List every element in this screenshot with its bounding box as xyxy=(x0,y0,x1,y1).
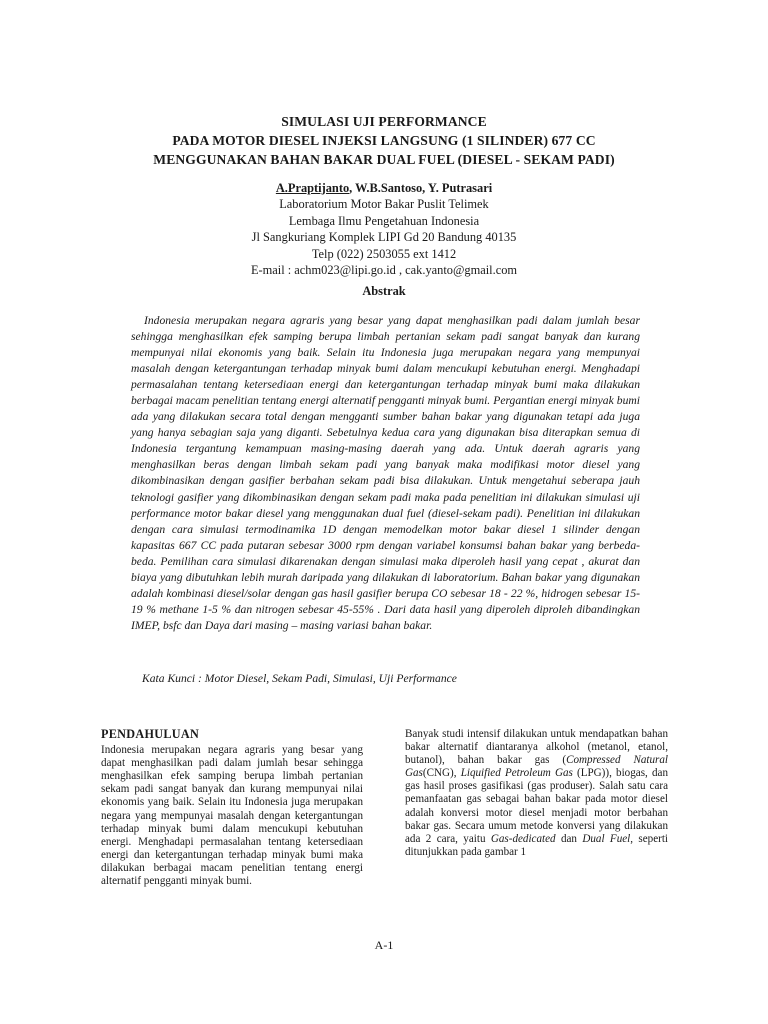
abstract-body: Indonesia merupakan negara agraris yang besar yang dapat menghasilkan padi dalam jumlah besar sehingga menghasilkan efek samping berupa limbah pertanian sekam padi sangat banyak dan kurang mempunyai nilai ekonomis yang baik. Selain itu Indonesia juga merupakan negara yang mempunyai masalah dengan ketergantungan terhadap minyak bumi dalam mencukupi kebutuhan energi. Menghadapi permasalahan tentang ketersediaan energi dan ketergantungan terhadap minyak bumi maka dilakukan berbagai macam penelitian tentang energi alternatif pengganti minyak bumi. Pergantian energi minyak bumi ada yang dilakukan secara total dengan mengganti sumber bahan bakar yang digunakan tetapi ada juga yang hanya sebagian saja yang diganti. Sebetulnya kedua cara yang digunakan bisa diterapkan semua di Indonesia tergantung kemampuan masing-masing daerah yang ada. Untuk daerah agraris yang menghasilkan beras dengan limbah sekam padi yang banyak maka modifikasi motor diesel yang dikombinasikan dengan gasifier berbahan sekam padi bisa dilakukan. Untuk mengetahui seberapa jauh teknologi gasifier yang dikombinasikan dengan sekam padi maka pada penelitian ini dilakukan simulasi uji performance motor bakar diesel yang menggunakan dual fuel (diesel-sekam padi). Penelitian ini dilakukan dengan cara simulasi termodinamika 1D dengan memodelkan motor bakar diesel 1 silinder dengan kapasitas 667 CC pada putaran sebesar 3000 rpm dengan variabel konsumsi bahan bakar yang berbeda-beda. Pemilihan cara simulasi dikarenakan dengan simulasi maka diperoleh hasil yang cepat , akurat dan biaya yang dibutuhkan lebih murah daripada yang dilakukan di laboratorium. Bahan bakar yang digunakan adalah kombinasi diesel/solar dengan gas hasil gasifier berupa CO sebesar 18 - 22 %, hidrogen sebesar 15-19 % methane 1-5 % dan nitrogen sebesar 45-55% . Dari data hasil yang diperoleh diproleh dibandingkan IMEP, bsfc dan Daya dari masing – masing variasi bahan bakar. xyxy=(131,314,640,632)
right-column xyxy=(405,728,668,859)
left-column-paragraph: Indonesia merupakan negara agraris yang besar yang dapat menghasilkan padi dalam jumlah besar sehingga menghasilkan efek samping berupa limbah pertanian sekam padi sangat banyak dan kurang mempunyai nilai ekonomis yang baik. Selain itu Indonesia juga merupakan negara yang mempunyai masalah dengan ketergantungan terhadap minyak bumi dalam mencukupi kebutuhan energi. Menghadapi permasalahan tentang ketersediaan energi dan ketergantungan terhadap minyak bumi maka dilakukan berbagai macam penelitian tentang energi alternatif pengganti minyak bumi. xyxy=(101,744,363,888)
term-lpg: Liquified Petroleum Gas xyxy=(460,767,573,780)
co-authors: , W.B.Santoso, Y. Putrasari xyxy=(349,181,493,195)
section-heading-pendahuluan: PENDAHULUAN xyxy=(101,727,200,741)
paper-title xyxy=(0,112,768,169)
right-column-paragraph xyxy=(405,728,668,859)
author-names xyxy=(0,180,768,196)
left-column xyxy=(101,728,363,888)
text-run: Banyak studi intensif dilakukan untuk mendapatkan bahan bakar alternatif diantaranya alkohol (metanol, etanol, butanol), bahan bakar gas ( xyxy=(405,728,668,767)
text-run: , seperti ditunjukkan pada gambar 1 xyxy=(405,832,668,858)
phone: Telp (022) 2503055 ext 1412 xyxy=(311,246,457,261)
address: Jl Sangkuriang Komplek LIPI Gd 20 Bandung 40135 xyxy=(251,230,517,245)
abstract-heading: Abstrak xyxy=(362,284,406,298)
email: E-mail : achm023@lipi.go.id , cak.yanto@gmail.com xyxy=(250,263,518,278)
affiliation-lab: Laboratorium Motor Bakar Puslit Telimek xyxy=(279,197,489,212)
title-line-3: MENGGUNAKAN BAHAN BAKAR DUAL FUEL (DIESEL - SEKAM PADI) xyxy=(153,152,615,167)
text-run: (LPG)), biogas, dan gas hasil proses gasifikasi (gas produser). Salah satu cara pemanfaatan gas sebagai bahan bakar pada motor diesel adalah konversi motor diesel menjadi motor berbahan bakar gas. Secara umum metode konversi yang dilakukan ada 2 cara, yaitu xyxy=(405,767,668,845)
lead-author: A.Praptijanto xyxy=(275,181,350,195)
term-gas-dedicated: Gas-dedicated xyxy=(490,832,556,845)
term-cng: Compressed Natural Gas xyxy=(405,754,668,780)
title-line-1: SIMULASI UJI PERFORMANCE xyxy=(281,114,487,129)
term-dual-fuel: Dual Fuel xyxy=(582,832,631,845)
affiliation-institute: Lembaga Ilmu Pengetahuan Indonesia xyxy=(288,213,480,228)
page-number: A-1 xyxy=(374,938,394,952)
author-block xyxy=(0,180,768,278)
text-run: dan xyxy=(555,832,583,845)
title-line-2: PADA MOTOR DIESEL INJEKSI LANGSUNG (1 SILINDER) 677 CC xyxy=(172,133,596,148)
keywords: Kata Kunci : Motor Diesel, Sekam Padi, Simulasi, Uji Performance xyxy=(142,672,457,685)
text-run: (CNG), xyxy=(422,767,461,780)
